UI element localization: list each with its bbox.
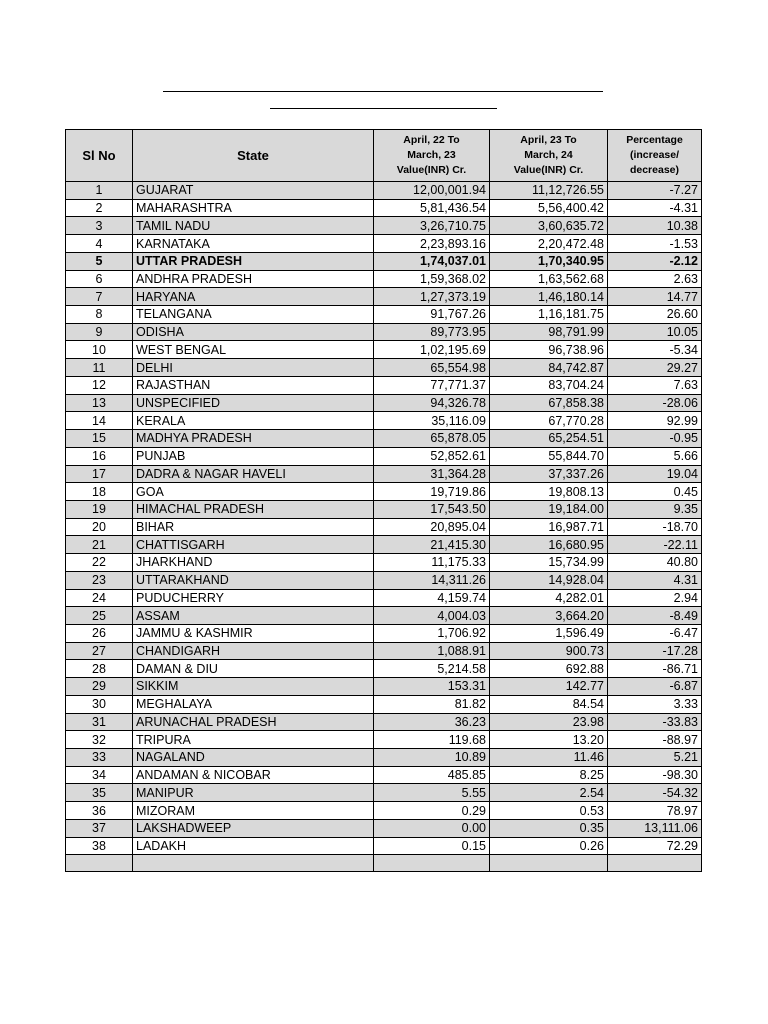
cell-value-2023-24: 96,738.96: [490, 341, 608, 359]
table-row: [66, 341, 702, 359]
cell-state: CHANDIGARH: [133, 642, 374, 660]
cell-value-2022-23: 5,214.58: [374, 660, 490, 678]
cell-percentage: 92.99: [608, 412, 702, 430]
cell-sl-no: 25: [66, 607, 133, 625]
empty-cell: [374, 855, 490, 872]
cell-value-2023-24: 65,254.51: [490, 430, 608, 448]
cell-sl-no: 4: [66, 235, 133, 253]
cell-value-2023-24: 3,664.20: [490, 607, 608, 625]
cell-sl-no: 19: [66, 500, 133, 518]
cell-value-2023-24: 142.77: [490, 678, 608, 696]
cell-value-2023-24: 1,63,562.68: [490, 270, 608, 288]
cell-value-2022-23: 21,415.30: [374, 536, 490, 554]
empty-cell: [133, 855, 374, 872]
cell-value-2023-24: 15,734.99: [490, 554, 608, 572]
table-row: [66, 731, 702, 749]
cell-sl-no: 22: [66, 554, 133, 572]
cell-percentage: -54.32: [608, 784, 702, 802]
empty-cell: [66, 855, 133, 872]
cell-sl-no: 30: [66, 695, 133, 713]
cell-state: HIMACHAL PRADESH: [133, 500, 374, 518]
cell-sl-no: 2: [66, 199, 133, 217]
cell-value-2022-23: 12,00,001.94: [374, 182, 490, 200]
cell-percentage: -2.12: [608, 252, 702, 270]
table-row: [66, 749, 702, 767]
header-percentage-line1: Percentage: [626, 134, 683, 146]
cell-sl-no: 29: [66, 678, 133, 696]
cell-value-2022-23: 5,81,436.54: [374, 199, 490, 217]
cell-value-2023-24: 55,844.70: [490, 447, 608, 465]
cell-sl-no: 12: [66, 376, 133, 394]
cell-percentage: -4.31: [608, 199, 702, 217]
cell-state: BIHAR: [133, 518, 374, 536]
cell-value-2023-24: 11.46: [490, 749, 608, 767]
cell-value-2022-23: 52,852.61: [374, 447, 490, 465]
cell-state: ARUNACHAL PRADESH: [133, 713, 374, 731]
table-row: [66, 252, 702, 270]
cell-percentage: -7.27: [608, 182, 702, 200]
table-row: [66, 607, 702, 625]
cell-value-2023-24: 84,742.87: [490, 359, 608, 377]
table-row: [66, 536, 702, 554]
cell-value-2023-24: 0.26: [490, 837, 608, 855]
cell-sl-no: 11: [66, 359, 133, 377]
table-row: [66, 483, 702, 501]
table-row: [66, 837, 702, 855]
cell-value-2023-24: 37,337.26: [490, 465, 608, 483]
cell-value-2023-24: 2.54: [490, 784, 608, 802]
table-row: [66, 288, 702, 306]
table-row: [66, 713, 702, 731]
empty-cell: [608, 855, 702, 872]
cell-value-2023-24: 5,56,400.42: [490, 199, 608, 217]
cell-state: JAMMU & KASHMIR: [133, 624, 374, 642]
cell-value-2023-24: 8.25: [490, 766, 608, 784]
subtitle-underline: [270, 108, 497, 109]
cell-value-2022-23: 36.23: [374, 713, 490, 731]
cell-value-2022-23: 5.55: [374, 784, 490, 802]
cell-sl-no: 20: [66, 518, 133, 536]
cell-value-2022-23: 0.00: [374, 819, 490, 837]
cell-state: WEST BENGAL: [133, 341, 374, 359]
cell-sl-no: 37: [66, 819, 133, 837]
cell-value-2023-24: 16,987.71: [490, 518, 608, 536]
cell-value-2022-23: 1,706.92: [374, 624, 490, 642]
cell-value-2022-23: 10.89: [374, 749, 490, 767]
table-row: [66, 500, 702, 518]
cell-percentage: 5.66: [608, 447, 702, 465]
cell-sl-no: 15: [66, 430, 133, 448]
table-row: [66, 270, 702, 288]
table-row: [66, 235, 702, 253]
cell-value-2023-24: 84.54: [490, 695, 608, 713]
header-period-2: [490, 130, 608, 182]
cell-state: TRIPURA: [133, 731, 374, 749]
cell-percentage: 7.63: [608, 376, 702, 394]
table-body: [66, 182, 702, 872]
cell-percentage: 40.80: [608, 554, 702, 572]
cell-percentage: 10.05: [608, 323, 702, 341]
table-row: [66, 323, 702, 341]
cell-state: ANDHRA PRADESH: [133, 270, 374, 288]
cell-percentage: -17.28: [608, 642, 702, 660]
cell-state: PUDUCHERRY: [133, 589, 374, 607]
table-row: [66, 554, 702, 572]
cell-percentage: -8.49: [608, 607, 702, 625]
cell-state: KERALA: [133, 412, 374, 430]
cell-value-2022-23: 65,878.05: [374, 430, 490, 448]
cell-percentage: 19.04: [608, 465, 702, 483]
cell-sl-no: 32: [66, 731, 133, 749]
cell-sl-no: 23: [66, 571, 133, 589]
cell-value-2022-23: 1,088.91: [374, 642, 490, 660]
cell-value-2022-23: 3,26,710.75: [374, 217, 490, 235]
cell-value-2022-23: 14,311.26: [374, 571, 490, 589]
cell-state: DELHI: [133, 359, 374, 377]
cell-state: MEGHALAYA: [133, 695, 374, 713]
cell-value-2022-23: 17,543.50: [374, 500, 490, 518]
cell-value-2023-24: 14,928.04: [490, 571, 608, 589]
cell-value-2022-23: 81.82: [374, 695, 490, 713]
cell-value-2023-24: 19,808.13: [490, 483, 608, 501]
header-state: State: [133, 130, 374, 182]
cell-value-2022-23: 35,116.09: [374, 412, 490, 430]
cell-sl-no: 13: [66, 394, 133, 412]
cell-value-2023-24: 11,12,726.55: [490, 182, 608, 200]
cell-state: GOA: [133, 483, 374, 501]
cell-sl-no: 31: [66, 713, 133, 731]
cell-state: JHARKHAND: [133, 554, 374, 572]
cell-value-2023-24: 1,70,340.95: [490, 252, 608, 270]
cell-percentage: 26.60: [608, 306, 702, 324]
cell-percentage: 2.94: [608, 589, 702, 607]
header-period-1-line2: March, 23: [407, 149, 456, 161]
table-row: [66, 359, 702, 377]
cell-sl-no: 1: [66, 182, 133, 200]
cell-percentage: 9.35: [608, 500, 702, 518]
cell-value-2023-24: 692.88: [490, 660, 608, 678]
table-row: [66, 199, 702, 217]
header-period-1: [374, 130, 490, 182]
header-percentage: [608, 130, 702, 182]
table-row: [66, 802, 702, 820]
table-row: [66, 819, 702, 837]
cell-value-2023-24: 0.53: [490, 802, 608, 820]
table-row: [66, 784, 702, 802]
cell-state: MANIPUR: [133, 784, 374, 802]
cell-value-2022-23: 94,326.78: [374, 394, 490, 412]
cell-sl-no: 27: [66, 642, 133, 660]
header-period-1-line3: Value(INR) Cr.: [396, 164, 467, 176]
cell-percentage: 5.21: [608, 749, 702, 767]
cell-percentage: -6.47: [608, 624, 702, 642]
cell-value-2022-23: 65,554.98: [374, 359, 490, 377]
cell-percentage: 13,111.06: [608, 819, 702, 837]
cell-sl-no: 8: [66, 306, 133, 324]
cell-percentage: -18.70: [608, 518, 702, 536]
cell-sl-no: 18: [66, 483, 133, 501]
cell-value-2023-24: 900.73: [490, 642, 608, 660]
table-row: [66, 465, 702, 483]
cell-value-2023-24: 67,858.38: [490, 394, 608, 412]
cell-state: UTTAR PRADESH: [133, 252, 374, 270]
cell-value-2023-24: 19,184.00: [490, 500, 608, 518]
cell-percentage: -5.34: [608, 341, 702, 359]
cell-sl-no: 36: [66, 802, 133, 820]
cell-value-2022-23: 20,895.04: [374, 518, 490, 536]
table-row: [66, 518, 702, 536]
cell-sl-no: 14: [66, 412, 133, 430]
cell-value-2023-24: 1,596.49: [490, 624, 608, 642]
table-row: [66, 695, 702, 713]
table-row: [66, 447, 702, 465]
cell-value-2022-23: 1,02,195.69: [374, 341, 490, 359]
cell-sl-no: 28: [66, 660, 133, 678]
table-row: [66, 394, 702, 412]
cell-value-2022-23: 2,23,893.16: [374, 235, 490, 253]
table-row: [66, 217, 702, 235]
cell-value-2023-24: 23.98: [490, 713, 608, 731]
cell-sl-no: 26: [66, 624, 133, 642]
cell-state: PUNJAB: [133, 447, 374, 465]
table-row: [66, 571, 702, 589]
cell-state: HARYANA: [133, 288, 374, 306]
header-period-2-line3: Value(INR) Cr.: [513, 164, 584, 176]
cell-value-2022-23: 4,004.03: [374, 607, 490, 625]
header-period-2-line2: March, 24: [524, 149, 573, 161]
cell-sl-no: 10: [66, 341, 133, 359]
cell-state: NAGALAND: [133, 749, 374, 767]
cell-percentage: 2.63: [608, 270, 702, 288]
cell-value-2022-23: 153.31: [374, 678, 490, 696]
table-row: [66, 766, 702, 784]
header-period-2-line1: April, 23 To: [520, 134, 577, 146]
cell-sl-no: 38: [66, 837, 133, 855]
table-row: [66, 678, 702, 696]
cell-value-2023-24: 98,791.99: [490, 323, 608, 341]
cell-sl-no: 33: [66, 749, 133, 767]
cell-value-2023-24: 0.35: [490, 819, 608, 837]
cell-percentage: -28.06: [608, 394, 702, 412]
cell-percentage: -22.11: [608, 536, 702, 554]
cell-sl-no: 24: [66, 589, 133, 607]
cell-state: TELANGANA: [133, 306, 374, 324]
table-row: [66, 589, 702, 607]
cell-state: SIKKIM: [133, 678, 374, 696]
empty-row: [66, 855, 702, 872]
cell-value-2023-24: 2,20,472.48: [490, 235, 608, 253]
cell-value-2022-23: 0.15: [374, 837, 490, 855]
cell-percentage: 14.77: [608, 288, 702, 306]
cell-value-2023-24: 4,282.01: [490, 589, 608, 607]
cell-percentage: 72.29: [608, 837, 702, 855]
cell-sl-no: 9: [66, 323, 133, 341]
cell-state: MADHYA PRADESH: [133, 430, 374, 448]
cell-value-2022-23: 11,175.33: [374, 554, 490, 572]
table-row: [66, 642, 702, 660]
cell-value-2022-23: 1,74,037.01: [374, 252, 490, 270]
cell-value-2023-24: 13.20: [490, 731, 608, 749]
cell-percentage: 0.45: [608, 483, 702, 501]
cell-percentage: 29.27: [608, 359, 702, 377]
cell-sl-no: 21: [66, 536, 133, 554]
cell-percentage: -6.87: [608, 678, 702, 696]
table-row: [66, 306, 702, 324]
cell-percentage: -33.83: [608, 713, 702, 731]
cell-sl-no: 34: [66, 766, 133, 784]
cell-state: CHATTISGARH: [133, 536, 374, 554]
cell-value-2022-23: 1,59,368.02: [374, 270, 490, 288]
empty-cell: [490, 855, 608, 872]
cell-state: UTTARAKHAND: [133, 571, 374, 589]
cell-value-2023-24: 67,770.28: [490, 412, 608, 430]
header-percentage-line2: (increase/: [629, 149, 680, 161]
cell-value-2023-24: 1,46,180.14: [490, 288, 608, 306]
cell-percentage: -98.30: [608, 766, 702, 784]
cell-percentage: 78.97: [608, 802, 702, 820]
cell-value-2023-24: 16,680.95: [490, 536, 608, 554]
cell-sl-no: 6: [66, 270, 133, 288]
table-row: [66, 182, 702, 200]
cell-value-2022-23: 485.85: [374, 766, 490, 784]
cell-percentage: 3.33: [608, 695, 702, 713]
cell-state: KARNATAKA: [133, 235, 374, 253]
header-period-1-line1: April, 22 To: [403, 134, 460, 146]
cell-value-2022-23: 89,773.95: [374, 323, 490, 341]
table-row: [66, 660, 702, 678]
table-row: [66, 376, 702, 394]
cell-sl-no: 16: [66, 447, 133, 465]
cell-state: MAHARASHTRA: [133, 199, 374, 217]
cell-percentage: 10.38: [608, 217, 702, 235]
cell-sl-no: 3: [66, 217, 133, 235]
cell-percentage: -1.53: [608, 235, 702, 253]
cell-sl-no: 7: [66, 288, 133, 306]
cell-value-2022-23: 119.68: [374, 731, 490, 749]
cell-value-2023-24: 83,704.24: [490, 376, 608, 394]
cell-state: LADAKH: [133, 837, 374, 855]
cell-value-2022-23: 31,364.28: [374, 465, 490, 483]
cell-percentage: -86.71: [608, 660, 702, 678]
cell-percentage: 4.31: [608, 571, 702, 589]
cell-sl-no: 5: [66, 252, 133, 270]
state-export-table: [65, 129, 702, 872]
cell-value-2022-23: 77,771.37: [374, 376, 490, 394]
cell-state: GUJARAT: [133, 182, 374, 200]
cell-value-2022-23: 1,27,373.19: [374, 288, 490, 306]
cell-value-2022-23: 0.29: [374, 802, 490, 820]
cell-percentage: -0.95: [608, 430, 702, 448]
header-sl-no: Sl No: [66, 130, 133, 182]
header-row: [66, 130, 702, 182]
table-row: [66, 430, 702, 448]
header-percentage-line3: decrease): [629, 164, 680, 176]
cell-state: LAKSHADWEEP: [133, 819, 374, 837]
cell-state: ODISHA: [133, 323, 374, 341]
cell-value-2022-23: 4,159.74: [374, 589, 490, 607]
cell-sl-no: 17: [66, 465, 133, 483]
cell-value-2023-24: 1,16,181.75: [490, 306, 608, 324]
cell-state: UNSPECIFIED: [133, 394, 374, 412]
cell-percentage: -88.97: [608, 731, 702, 749]
cell-value-2022-23: 19,719.86: [374, 483, 490, 501]
cell-state: TAMIL NADU: [133, 217, 374, 235]
cell-state: ANDAMAN & NICOBAR: [133, 766, 374, 784]
cell-state: RAJASTHAN: [133, 376, 374, 394]
cell-state: DADRA & NAGAR HAVELI: [133, 465, 374, 483]
cell-value-2023-24: 3,60,635.72: [490, 217, 608, 235]
cell-sl-no: 35: [66, 784, 133, 802]
table-row: [66, 624, 702, 642]
cell-state: MIZORAM: [133, 802, 374, 820]
cell-state: DAMAN & DIU: [133, 660, 374, 678]
cell-value-2022-23: 91,767.26: [374, 306, 490, 324]
cell-state: ASSAM: [133, 607, 374, 625]
title-underline: [163, 91, 603, 92]
table-row: [66, 412, 702, 430]
